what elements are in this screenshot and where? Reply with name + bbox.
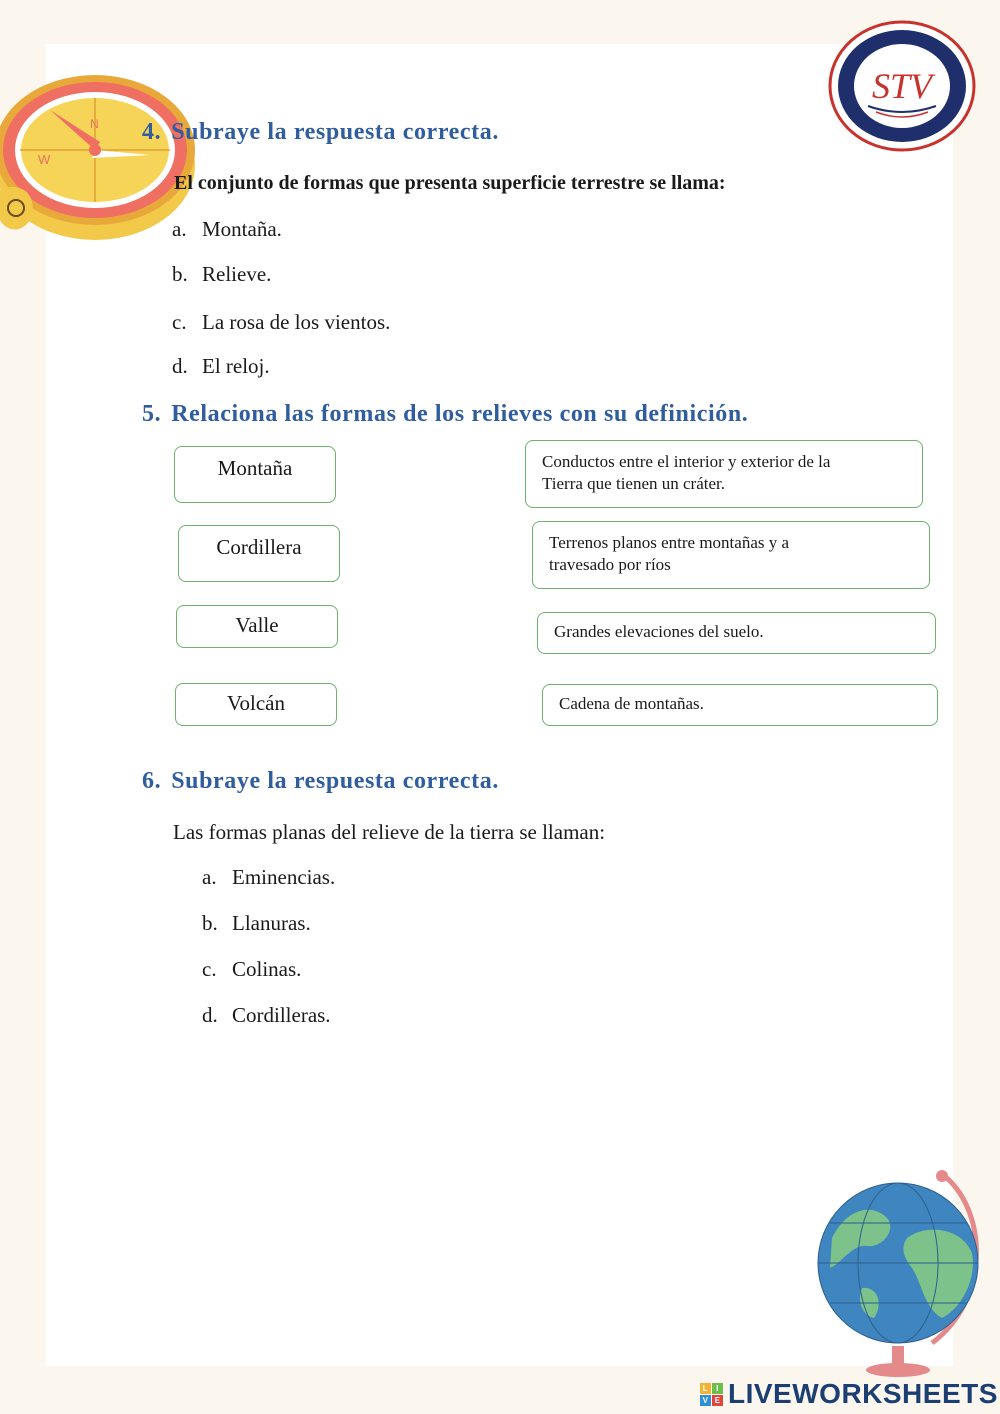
svg-text:W: W (38, 152, 51, 167)
q4-title (142, 119, 499, 146)
school-logo (828, 20, 976, 152)
q6-title-text: Subraye la respuesta correcta. (171, 768, 499, 794)
logo-monogram: STV (871, 66, 933, 106)
q4-number: 4. (142, 119, 162, 145)
q4-title-text: Subraye la respuesta correcta. (171, 119, 499, 145)
definition-line: Grandes elevaciones del suelo. (554, 622, 764, 641)
definition-box-mountain[interactable] (537, 612, 936, 654)
definition-box-valley[interactable] (532, 521, 930, 589)
globe-illustration (812, 1168, 990, 1378)
q6-option-b[interactable]: b. Llanuras. (202, 911, 311, 935)
definition-line: travesado por ríos (549, 555, 671, 574)
q6-option-c[interactable]: c. Colinas. (202, 957, 302, 981)
definition-line: Conductos entre el interior y exterior de la (542, 452, 831, 471)
q6-title (142, 768, 499, 795)
compass-illustration (0, 70, 200, 245)
definition-box-range[interactable] (542, 684, 938, 726)
definition-line: Cadena de montañas. (559, 694, 704, 713)
q4-option-c[interactable]: c. La rosa de los vientos. (172, 310, 391, 334)
q4-option-b[interactable]: b. Relieve. (172, 262, 272, 286)
liveworksheets-logo-icon: L I V E (700, 1383, 723, 1406)
term-box-valle[interactable]: Valle (176, 605, 338, 648)
svg-text:N: N (90, 117, 99, 131)
definition-box-volcano[interactable] (525, 440, 923, 508)
term-box-volcan[interactable]: Volcán (175, 683, 337, 726)
q5-title (142, 401, 748, 428)
q5-title-text: Relaciona las formas de los relieves con su definición. (171, 401, 749, 427)
q6-stem: Las formas planas del relieve de la tierra se llaman: (173, 820, 606, 844)
q4-option-d[interactable]: d. El reloj. (172, 354, 270, 378)
q4-stem: El conjunto de formas que presenta superficie terrestre se llama: (174, 172, 726, 194)
liveworksheets-watermark[interactable] (700, 1378, 998, 1410)
definition-line: Tierra que tienen un cráter. (542, 474, 725, 493)
q6-number: 6. (142, 768, 162, 794)
definition-line: Terrenos planos entre montañas y a (549, 533, 790, 552)
q6-option-a[interactable]: a. Eminencias. (202, 865, 336, 889)
q6-option-d[interactable]: d. Cordilleras. (202, 1003, 331, 1027)
q5-number: 5. (142, 401, 162, 427)
watermark-text: LIVEWORKSHEETS (728, 1378, 998, 1409)
term-box-montana[interactable]: Montaña (174, 446, 336, 503)
term-box-cordillera[interactable]: Cordillera (178, 525, 340, 582)
q4-option-a[interactable]: a. Montaña. (172, 217, 282, 241)
